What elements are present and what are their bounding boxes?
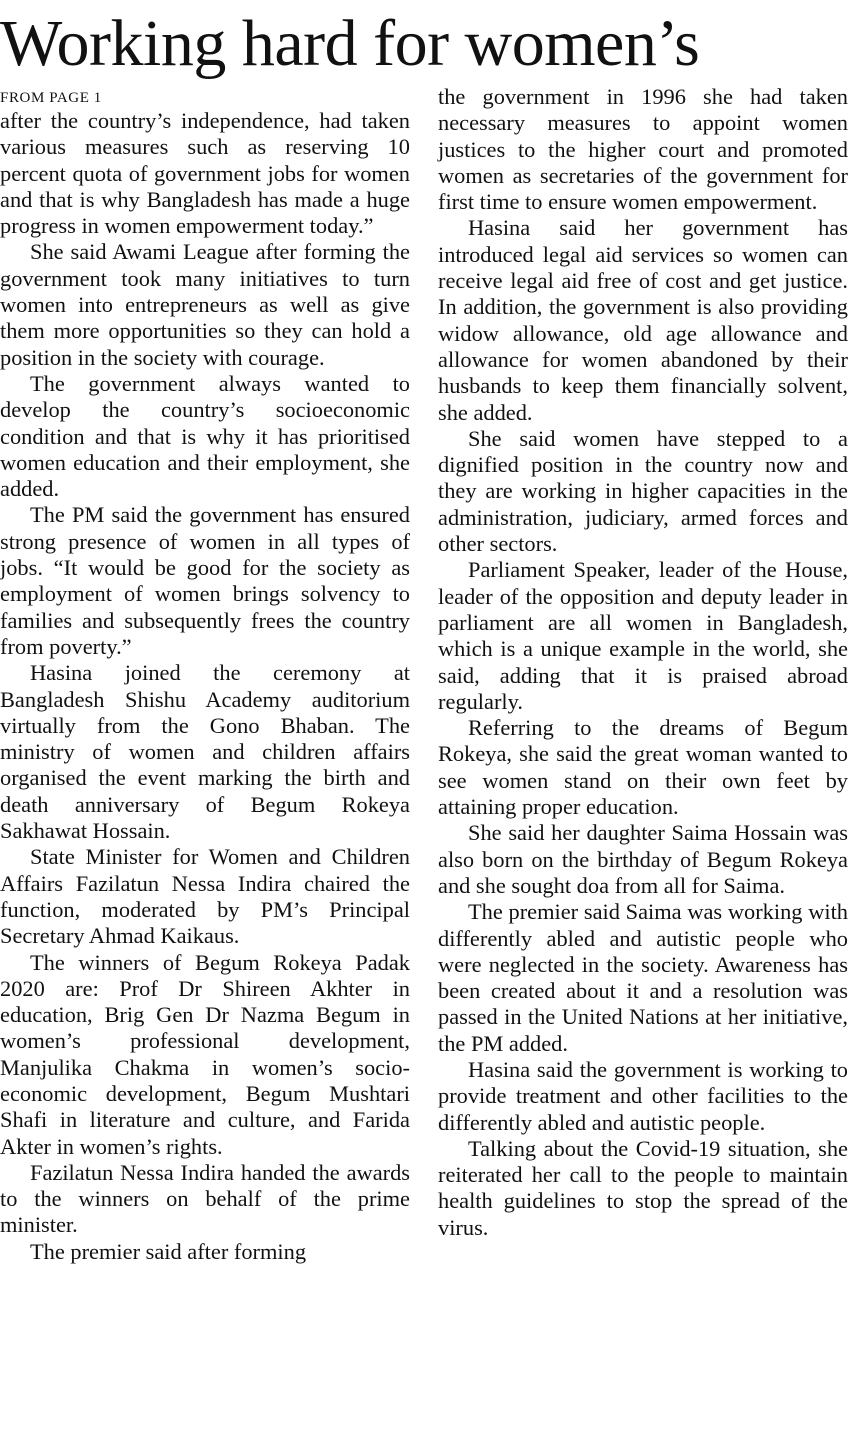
article-column-right (438, 84, 848, 1241)
headline: Working hard for women’s (0, 7, 700, 80)
paragraph: Hasina said her government has introduced legal aid services so women can receive legal aid free of cost and get justice. In addition, the government is also providing widow allowance, old age allowance and allowance for women abandoned by their husbands to keep them financially solvent, she added. (438, 215, 848, 425)
paragraph: The government always wanted to develop the country’s socioeconomic condition and that is why it has prioritised women education and their employment, she added. (0, 370, 410, 502)
paragraph: The premier said Saima was working with differently abled and autistic people who were neglected in the society. Awareness has been created about it and a resolution was passed in the United Nations at her initiative, the PM added. (438, 899, 848, 1056)
paragraph: the government in 1996 she had taken necessary measures to appoint women justices to the higher court and promoted women as secretaries of the government for first time to ensure women empowerment. (438, 84, 848, 215)
paragraph: Hasina said the government is working to provide treatment and other facilities to the differently abled and autistic people. (438, 1056, 848, 1135)
paragraph: Talking about the Covid-19 situation, she reiterated her call to the people to maintain health guidelines to stop the spread of the virus. (438, 1135, 848, 1240)
paragraph: Fazilatun Nessa Indira handed the awards to the winners on behalf of the prime minister. (0, 1159, 410, 1238)
paragraph: State Minister for Women and Children Affairs Fazilatun Nessa Indira chaired the function, moderated by PM’s Principal Secretary Ahmad Kaikaus. (0, 844, 410, 949)
paragraph: The winners of Begum Rokeya Padak 2020 are: Prof Dr Shireen Akhter in education, Brig Gen Dr Nazma Begum in women’s professional development, Manjulika Chakma in women’s socio-economic development, Begum Mushtari Shafi in literature and culture, and Farida Akter in women’s rights. (0, 949, 410, 1159)
paragraph: She said women have stepped to a dignified position in the country now and they are working in higher capacities in the administration, judiciary, armed forces and other sectors. (438, 425, 848, 557)
paragraph: The PM said the government has ensured strong presence of women in all types of jobs. “It would be good for the society as employment of women brings solvency to families and subsequently frees the country from poverty.” (0, 502, 410, 659)
paragraph: The premier said after forming (30, 1238, 307, 1264)
continuation-kicker: FROM PAGE 1 (0, 90, 102, 106)
paragraph: She said Awami League after forming the government took many initiatives to turn women into entrepreneurs as well as give them more opportunities so they can hold a position in the society with courage. (0, 239, 410, 370)
paragraph: She said her daughter Saima Hossain was also born on the birthday of Begum Rokeya and she sought doa from all for Saima. (438, 820, 848, 898)
article-column-left (0, 84, 410, 1265)
paragraph: Parliament Speaker, leader of the House, leader of the opposition and deputy leader in parliament are all women in Bangladesh, which is a unique example in the world, she said, adding that it is praised abroad regularly. (438, 557, 848, 714)
paragraph: Hasina joined the ceremony at Bangladesh Shishu Academy auditorium virtually from the Gono Bhaban. The ministry of women and children affairs organised the event marking the birth and death anniversary of Begum Rokeya Sakhawat Hossain. (0, 660, 410, 844)
paragraph: Referring to the dreams of Begum Rokeya, she said the great woman wanted to see women stand on their own feet by attaining proper education. (438, 715, 848, 820)
paragraph: after the country’s independence, had taken various measures such as reserving 10 percent quota of government jobs for women and that is why Bangladesh has made a huge progress in women empowerment today.” (0, 108, 410, 239)
